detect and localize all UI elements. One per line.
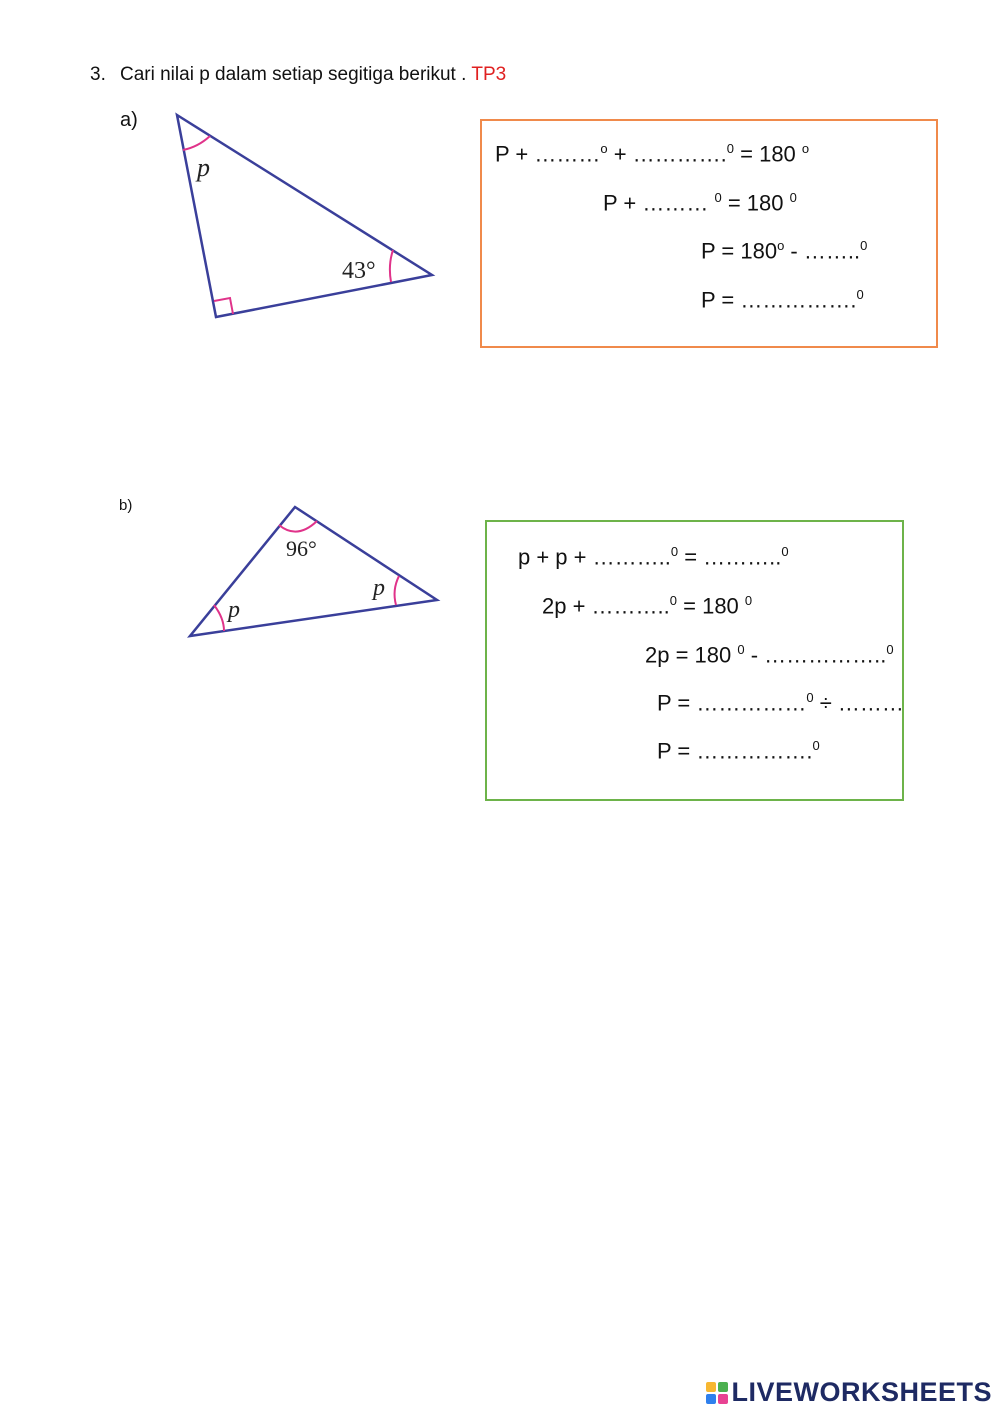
liveworksheets-logo bbox=[706, 1377, 992, 1408]
answer-box-b bbox=[485, 520, 904, 801]
angle-arc-top-b bbox=[279, 521, 317, 532]
angle-label-left-b: p bbox=[228, 597, 240, 623]
part-a-label: a) bbox=[120, 109, 138, 131]
logo-text: LIVEWORKSHEETS bbox=[731, 1377, 992, 1407]
angle-label-top-b: 96° bbox=[286, 536, 317, 561]
equation-b-line-2[interactable]: 2p + ………..$^0$ = 180 $^0$ bbox=[542, 593, 753, 619]
equation-b-line-4[interactable]: P = ……………$^0$ ÷ ……… bbox=[657, 690, 904, 716]
equation-b-line-1[interactable]: p + p + ………..$^0$ = ………..$^0$ bbox=[518, 544, 789, 570]
equation-a-line-3[interactable]: $P = 180^o$ - ……..$^0$ bbox=[701, 238, 868, 264]
question-number: 3. bbox=[90, 64, 106, 85]
triangle-b-diagram bbox=[180, 500, 445, 645]
angle-arc-top-a bbox=[183, 136, 210, 150]
angle-label-right-a: 43° bbox=[342, 258, 376, 284]
equation-a-line-1[interactable]: P + ………$^o$ + ………….$^0$ = 180 $^o$ bbox=[495, 141, 810, 167]
logo-mark-icon bbox=[706, 1382, 728, 1404]
question-text bbox=[120, 64, 506, 86]
question-tag: TP3 bbox=[471, 64, 507, 85]
part-b-label: b) bbox=[119, 497, 133, 514]
equation-a-line-4[interactable]: P = …………….$^0$ bbox=[701, 287, 864, 313]
equation-b-line-3[interactable]: 2p = 180 $^0$ - ……………..$^0$ bbox=[645, 642, 894, 668]
angle-label-top-a: p bbox=[197, 153, 210, 182]
angle-label-right-b: p bbox=[373, 575, 385, 601]
angle-arc-right-a bbox=[390, 250, 393, 282]
angle-arc-right-b bbox=[395, 576, 399, 605]
equation-b-line-5[interactable]: P = …………….$^0$ bbox=[657, 738, 820, 764]
answer-box-a bbox=[480, 119, 938, 348]
triangle-a-diagram bbox=[160, 105, 450, 330]
right-angle-marker-a bbox=[214, 298, 233, 314]
angle-arc-left-b bbox=[214, 605, 224, 631]
triangle-a bbox=[177, 115, 432, 317]
equation-a-line-2[interactable]: P + ……… $^0$ = 180 $^0$ bbox=[603, 190, 797, 216]
question-instruction: Cari nilai p dalam setiap segitiga berikut . bbox=[120, 64, 467, 85]
